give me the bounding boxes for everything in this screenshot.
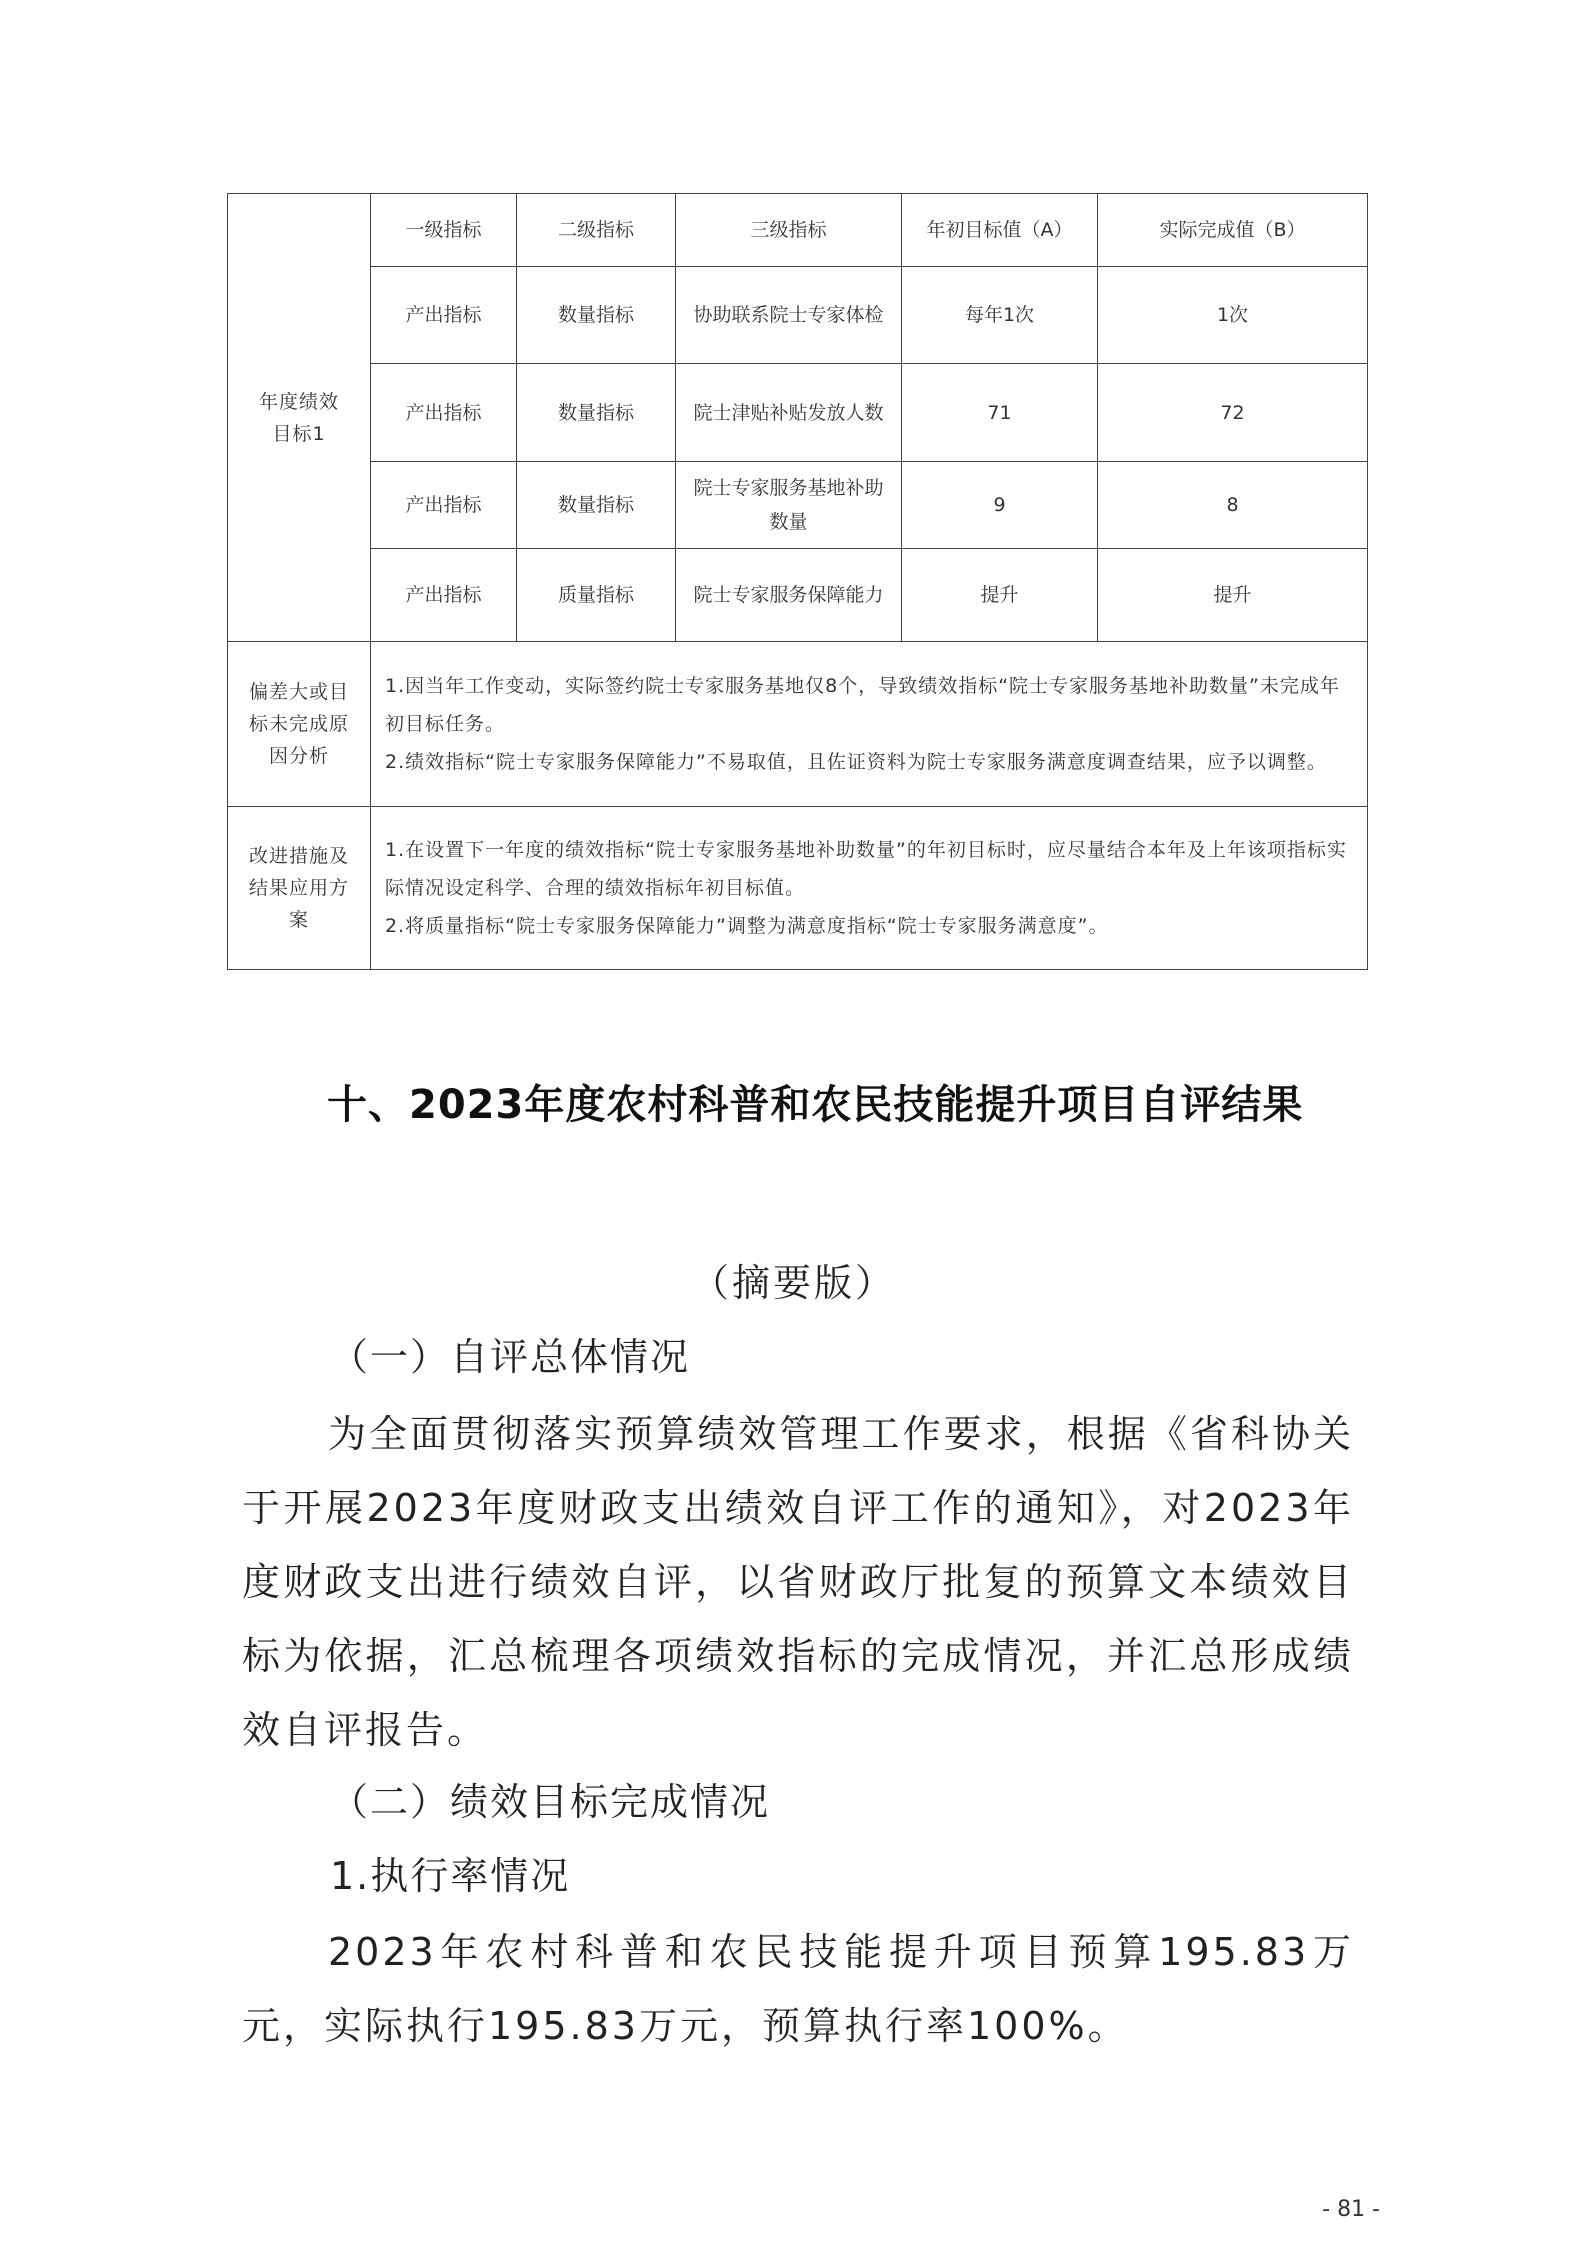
table-cell: 产出指标 — [371, 549, 517, 642]
column-header: 一级指标 — [371, 194, 517, 267]
improvement-item: 2.将质量指标“院士专家服务保障能力”调整为满意度指标“院士专家服务满意度”。 — [385, 915, 1109, 937]
table-cell: 8 — [1098, 462, 1368, 549]
column-header: 年初目标值（A） — [902, 194, 1098, 267]
performance-table — [227, 193, 1368, 970]
table-row — [228, 364, 1368, 462]
improvement-row — [228, 807, 1368, 970]
table-cell: 院士津贴补贴发放人数 — [676, 364, 902, 462]
paragraph: 为全面贯彻落实预算绩效管理工作要求，根据《省科协关于开展2023年度财政支出绩效自评工作的通知》，对2023年度财政支出进行绩效自评，以省财政厅批复的预算文本绩效目标为依据，汇总梳理各项绩效指标的完成情况，并汇总形成绩效自评报告。 — [242, 1412, 1354, 1752]
table-cell: 院士专家服务保障能力 — [676, 549, 902, 642]
table-cell: 协助联系院士专家体检 — [676, 267, 902, 364]
deviation-row — [228, 642, 1368, 807]
paragraph: 2023年农村科普和农民技能提升项目预算195.83万元，实际执行195.83万元，预算执行率100%。 — [242, 1930, 1354, 2048]
subsection-item: 1.执行率情况 — [330, 1854, 571, 1898]
column-header: 实际完成值（B） — [1098, 194, 1368, 267]
deviation-item: 1.因当年工作变动，实际签约院士专家服务基地仅8个，导致绩效指标“院士专家服务基地补助数量”未完成年初目标任务。 — [385, 675, 1340, 735]
table-row — [228, 267, 1368, 364]
table-cell: 数量指标 — [517, 267, 676, 364]
section-title: 十、2023年度农村科普和农民技能提升项目自评结果 — [327, 1082, 1304, 1128]
row-header-label: 年度绩效目标1 — [258, 390, 339, 445]
table-cell: 提升 — [1098, 549, 1368, 642]
table-row — [228, 462, 1368, 549]
page-number: - 81 - — [1322, 2197, 1380, 2222]
table-cell: 数量指标 — [517, 462, 676, 549]
table-cell: 院士专家服务基地补助数量 — [676, 462, 902, 549]
table-cell: 质量指标 — [517, 549, 676, 642]
table-cell: 产出指标 — [371, 462, 517, 549]
table-cell: 72 — [1098, 364, 1368, 462]
table-cell: 提升 — [902, 549, 1098, 642]
row-header-cell — [228, 194, 371, 642]
improvement-content — [371, 807, 1368, 970]
table-cell: 71 — [902, 364, 1098, 462]
table-header-row — [228, 194, 1368, 267]
table-cell: 每年1次 — [902, 267, 1098, 364]
improvement-label: 改进措施及结果应用方案 — [228, 807, 371, 970]
column-header: 二级指标 — [517, 194, 676, 267]
improvement-item: 1.在设置下一年度的绩效指标“院士专家服务基地补助数量”的年初目标时，应尽量结合本年及上年该项指标实际情况设定科学、合理的绩效指标年初目标值。 — [385, 839, 1347, 899]
deviation-item: 2.绩效指标“院士专家服务保障能力”不易取值，且佐证资料为院士专家服务满意度调查结果，应予以调整。 — [385, 751, 1327, 773]
table-row — [228, 549, 1368, 642]
subsection-title: （一）自评总体情况 — [330, 1335, 691, 1379]
table-cell: 9 — [902, 462, 1098, 549]
table-cell: 产出指标 — [371, 364, 517, 462]
deviation-content — [371, 642, 1368, 807]
table-cell: 产出指标 — [371, 267, 517, 364]
table-cell: 1次 — [1098, 267, 1368, 364]
table-cell: 数量指标 — [517, 364, 676, 462]
abstract-label: （摘要版） — [690, 1261, 896, 1305]
deviation-label: 偏差大或目标未完成原因分析 — [228, 642, 371, 807]
column-header: 三级指标 — [676, 194, 902, 267]
subsection-title: （二）绩效目标完成情况 — [330, 1780, 771, 1824]
